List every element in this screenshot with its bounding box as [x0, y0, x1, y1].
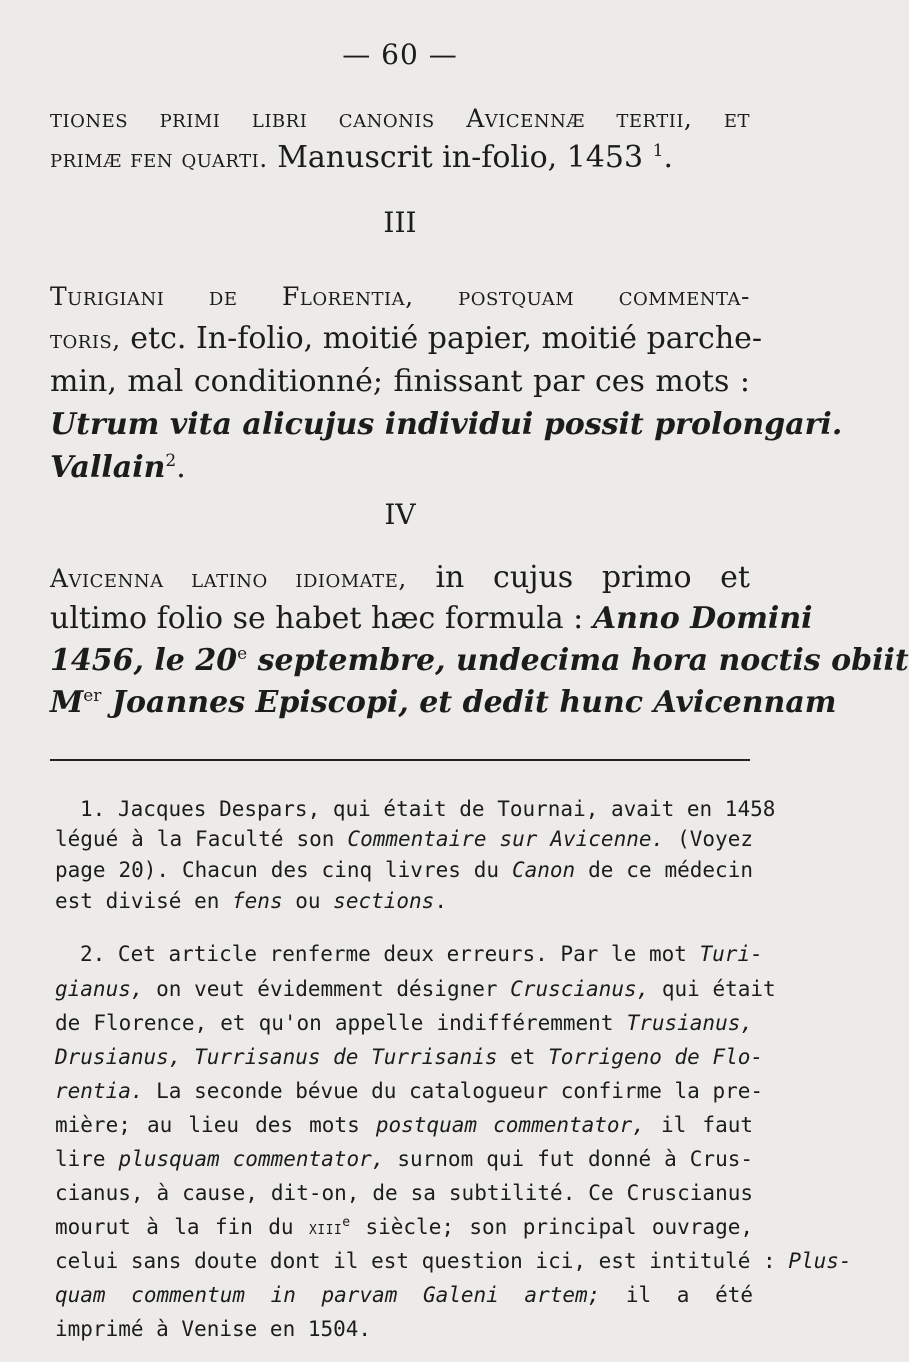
- footnote-line: [55, 856, 753, 884]
- footnote-line: [55, 1281, 753, 1309]
- text-line: [50, 448, 750, 488]
- superscript: e: [237, 644, 248, 664]
- italic-quote: 1456,: [50, 643, 144, 678]
- text-line: [50, 683, 837, 723]
- small-caps-title: Turigiani de Florentia, postquam commenta-: [50, 282, 750, 311]
- text-run: .: [176, 450, 186, 485]
- italic-quote: Anno Domini: [592, 601, 813, 636]
- text-run: 2. Cet article renferme deux erreurs. Par le mot: [80, 942, 700, 966]
- superscript: e: [342, 1215, 351, 1230]
- small-caps-title: Avicenna latino idiomate,: [50, 564, 407, 593]
- text-line: [50, 405, 843, 445]
- italic-name: Turi-: [699, 942, 763, 966]
- italic-name: Trusianus,: [626, 1011, 753, 1035]
- text-run: il a été: [600, 1283, 753, 1307]
- italic-name: Cruscianus,: [510, 977, 650, 1001]
- italic-title: Canon: [511, 858, 576, 882]
- footnote-line: [55, 1043, 764, 1071]
- text-run: ultimo folio se habet hæc formula :: [50, 601, 593, 636]
- text-run: on veut évidemment désigner: [143, 977, 511, 1001]
- text-line: [50, 558, 750, 599]
- text-line: [50, 98, 750, 139]
- italic-quote: plusquam commentator,: [118, 1147, 385, 1171]
- text-run: page 20). Chacun des cinq livres du: [55, 858, 512, 882]
- footnote-line: [55, 1077, 764, 1105]
- section-heading-iv: IV: [384, 498, 416, 531]
- text-run: La seconde bévue du catalogueur confirme la pre-: [143, 1079, 764, 1103]
- text-run: de ce médecin: [575, 858, 753, 882]
- small-caps-title: tiones primi libri canonis Avicennæ tertii, et: [50, 104, 750, 133]
- section-heading-iii: III: [383, 206, 417, 239]
- footnote-line: [55, 1145, 753, 1173]
- italic-quote: le 20: [143, 643, 238, 678]
- italic-name: gianus,: [55, 977, 144, 1001]
- text-run: lire: [55, 1147, 119, 1171]
- text-run: est divisé en: [55, 889, 233, 913]
- text-run: mourut à la fin du: [55, 1215, 309, 1239]
- italic-name: Vallain: [50, 450, 166, 485]
- italic-term: sections: [333, 889, 435, 913]
- footnote-line: [55, 1247, 852, 1275]
- text-run: etc. In-folio, moitié papier, moitié parche-: [120, 321, 763, 356]
- italic-quote: postquam commentator,: [375, 1113, 645, 1137]
- text-run: .: [434, 889, 447, 913]
- italic-name: Torrigeno de Flo-: [548, 1045, 764, 1069]
- text-run: siècle; son principal ouvrage,: [350, 1215, 754, 1239]
- text-run: qui était: [649, 977, 776, 1001]
- footnote-line: [55, 1111, 753, 1139]
- footnote-ref: 1: [652, 141, 664, 161]
- text-line: [50, 599, 813, 639]
- footnote-line: [55, 887, 753, 915]
- text-run: de Florence, et qu'on appelle indifféremment: [55, 1011, 627, 1035]
- text-line: [50, 138, 750, 179]
- text-run: légué à la Faculté son: [55, 827, 348, 851]
- italic-title: Commentaire sur Avicenne.: [347, 827, 665, 851]
- text-run: .: [663, 140, 673, 175]
- footnote-line: imprimé à Venise en 1504.: [55, 1317, 372, 1341]
- italic-name: Drusianus, Turrisanus de Turrisanis: [55, 1045, 498, 1069]
- italic-quote: Joannes Episcopi, et dedit hunc Avicennam: [101, 685, 837, 720]
- small-caps-century: xiii: [308, 1218, 343, 1239]
- italic-name: rentia.: [55, 1079, 144, 1103]
- text-line: [50, 276, 750, 317]
- italic-quote: septembre, undecima hora noctis obiit: [247, 643, 909, 678]
- text-run: et: [497, 1045, 549, 1069]
- text-run: mière; au lieu des mots: [55, 1113, 376, 1137]
- footnote-line: 1. Jacques Despars, qui était de Tournai, avait en 1458: [80, 797, 776, 821]
- text-line: [50, 641, 909, 681]
- superscript: er: [83, 686, 102, 706]
- footnote-line: [55, 975, 776, 1003]
- italic-title: quam commentum in parvam Galeni artem;: [55, 1283, 601, 1307]
- footnote-line: [80, 940, 763, 968]
- text-line: [50, 319, 763, 360]
- footnote-line: [55, 825, 753, 853]
- italic-term: fens: [232, 889, 283, 913]
- text-line: min, mal conditionné; finissant par ces mots :: [50, 364, 750, 399]
- italic-quote: Utrum vita alicujus individui possit prolongari.: [50, 407, 843, 442]
- italic-quote: M: [50, 685, 84, 720]
- text-run: in cujus primo et: [406, 560, 750, 595]
- text-run: celui sans doute dont il est question ici, est intitulé :: [55, 1249, 789, 1273]
- small-caps-title: primæ fen quarti.: [50, 144, 268, 173]
- footnote-line: cianus, à cause, dit-on, de sa subtilité. Ce Cruscianus: [55, 1181, 753, 1205]
- footnote-ref: 2: [165, 451, 177, 471]
- page-number: — 60 —: [342, 38, 458, 71]
- text-run: (Voyez: [664, 827, 753, 851]
- text-run: ou: [282, 889, 334, 913]
- text-run: il faut: [644, 1113, 753, 1137]
- text-run: Manuscrit in-folio, 1453: [267, 140, 653, 175]
- text-run: surnom qui fut donné à Crus-: [384, 1147, 753, 1171]
- small-caps-title: toris,: [50, 325, 121, 354]
- footnote-line: [55, 1009, 753, 1037]
- italic-title: Plus-: [788, 1249, 852, 1273]
- footnote-line: [55, 1213, 753, 1243]
- footnote-separator: [50, 759, 750, 761]
